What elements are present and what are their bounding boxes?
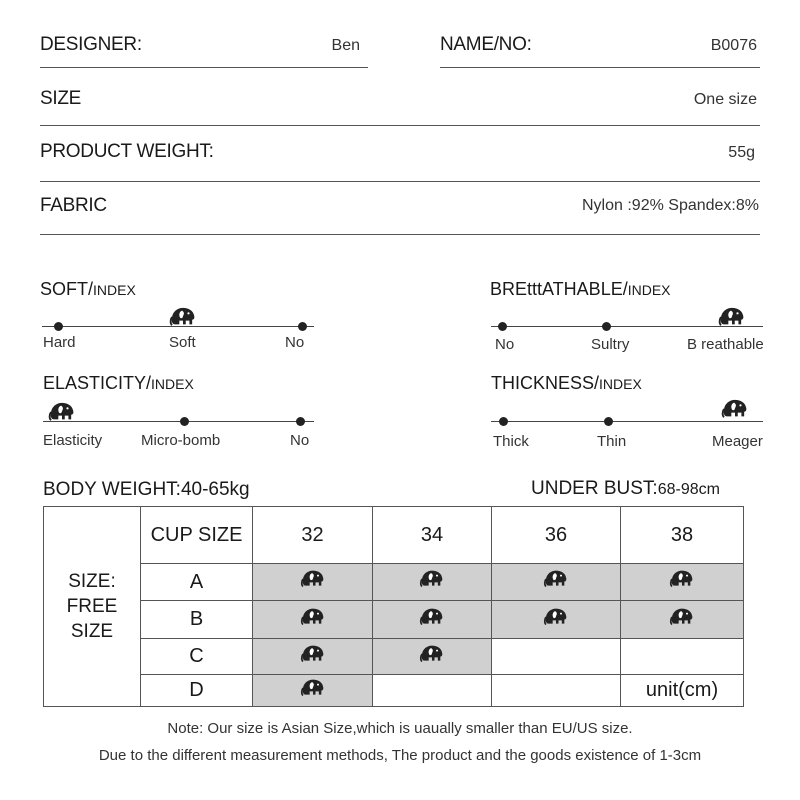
breathable-index-title: BREtttATHABLE/INDEX	[490, 279, 671, 299]
divider	[40, 234, 760, 235]
designer-label: DESIGNER:	[40, 34, 142, 55]
cup-label: D	[141, 675, 253, 707]
unit-label: unit(cm)	[621, 675, 744, 707]
tick-label: Micro-bomb	[141, 432, 221, 449]
column-header: 38	[621, 507, 744, 564]
size-table	[43, 506, 744, 707]
table-cell	[253, 639, 373, 675]
fabric-value: Nylon :92% Spandex:8%	[582, 197, 759, 214]
divider	[40, 67, 368, 68]
soft-index-dot	[54, 322, 63, 331]
table-cell	[492, 675, 621, 707]
elephant-icon	[169, 306, 197, 328]
cup-label: C	[141, 639, 253, 675]
column-header: 34	[373, 507, 492, 564]
thickness-index-dot	[604, 417, 613, 426]
name-value: B0076	[710, 37, 757, 54]
size-label-cell	[44, 507, 141, 707]
elasticity-index-track	[43, 421, 314, 422]
divider	[40, 125, 760, 126]
note-line-2: Due to the different measurement methods, The product and the goods existence of 1-3cm	[98, 747, 702, 764]
elephant-icon	[300, 569, 326, 589]
table-row	[44, 639, 744, 675]
elephant-icon	[300, 678, 326, 698]
table-cell	[373, 675, 492, 707]
elephant-icon	[300, 644, 326, 664]
tick-label: Soft	[169, 334, 196, 351]
elephant-icon	[669, 569, 695, 589]
soft-index-title: SOFT/INDEX	[40, 279, 136, 299]
tick-label: No	[290, 432, 310, 449]
size-value: One size	[693, 91, 757, 108]
elephant-icon	[543, 569, 569, 589]
tick-label: No	[285, 334, 305, 351]
elephant-icon	[419, 607, 445, 627]
thickness-index-title: THICKNESS/INDEX	[491, 373, 642, 393]
tick-label: B reathable	[687, 336, 764, 353]
note-line-1: Note: Our size is Asian Size,which is uaually smaller than EU/US size.	[167, 720, 633, 737]
elephant-icon	[718, 306, 746, 328]
column-header: 32	[253, 507, 373, 564]
breathable-index-dot	[498, 322, 507, 331]
elephant-icon	[669, 607, 695, 627]
table-cell	[621, 601, 744, 639]
free-size-label: FREE SIZE	[66, 596, 118, 642]
thickness-index-track	[491, 421, 763, 422]
weight-value: 55g	[728, 144, 755, 161]
body-weight: BODY WEIGHT:40-65kg	[43, 479, 250, 500]
table-cell	[492, 639, 621, 675]
table-cell	[253, 564, 373, 601]
fabric-label: FABRIC	[40, 195, 107, 216]
table-cell	[373, 639, 492, 675]
tick-label: Meager	[712, 433, 763, 450]
divider	[40, 181, 760, 182]
under-bust: UNDER BUST:68-98cm	[531, 478, 720, 499]
tick-label: Elasticity	[43, 432, 103, 449]
elephant-icon	[543, 607, 569, 627]
elephant-icon	[419, 569, 445, 589]
tick-label: No	[495, 336, 515, 353]
elasticity-index-dot	[296, 417, 305, 426]
tick-label: Hard	[43, 334, 76, 351]
table-cell	[621, 639, 744, 675]
table-cell	[492, 601, 621, 639]
table-row	[44, 601, 744, 639]
thickness-index-dot	[499, 417, 508, 426]
tick-label: Sultry	[591, 336, 630, 353]
soft-index-dot	[298, 322, 307, 331]
elasticity-index-dot	[180, 417, 189, 426]
name-label: NAME/NO:	[440, 34, 532, 55]
column-header: 36	[492, 507, 621, 564]
size-label: SIZE:	[68, 571, 116, 592]
cup-size-header: CUP SIZE	[141, 507, 253, 564]
table-cell	[373, 564, 492, 601]
cup-label: B	[141, 601, 253, 639]
breathable-index-dot	[602, 322, 611, 331]
tick-label: Thin	[597, 433, 627, 450]
elephant-icon	[300, 607, 326, 627]
size-label: SIZE	[40, 88, 82, 109]
table-row	[44, 675, 744, 707]
table-cell	[621, 564, 744, 601]
table-cell	[253, 601, 373, 639]
elephant-icon	[721, 398, 749, 420]
designer-value: Ben	[331, 37, 360, 54]
weight-label: PRODUCT WEIGHT:	[40, 141, 214, 162]
table-row	[44, 564, 744, 601]
table-cell	[492, 564, 621, 601]
divider	[440, 67, 760, 68]
elephant-icon	[419, 644, 445, 664]
cup-label: A	[141, 564, 253, 601]
tick-label: Thick	[493, 433, 529, 450]
table-cell	[253, 675, 373, 707]
elephant-icon	[48, 401, 76, 423]
table-cell	[373, 601, 492, 639]
elasticity-index-title: ELASTICITY/INDEX	[43, 373, 194, 393]
